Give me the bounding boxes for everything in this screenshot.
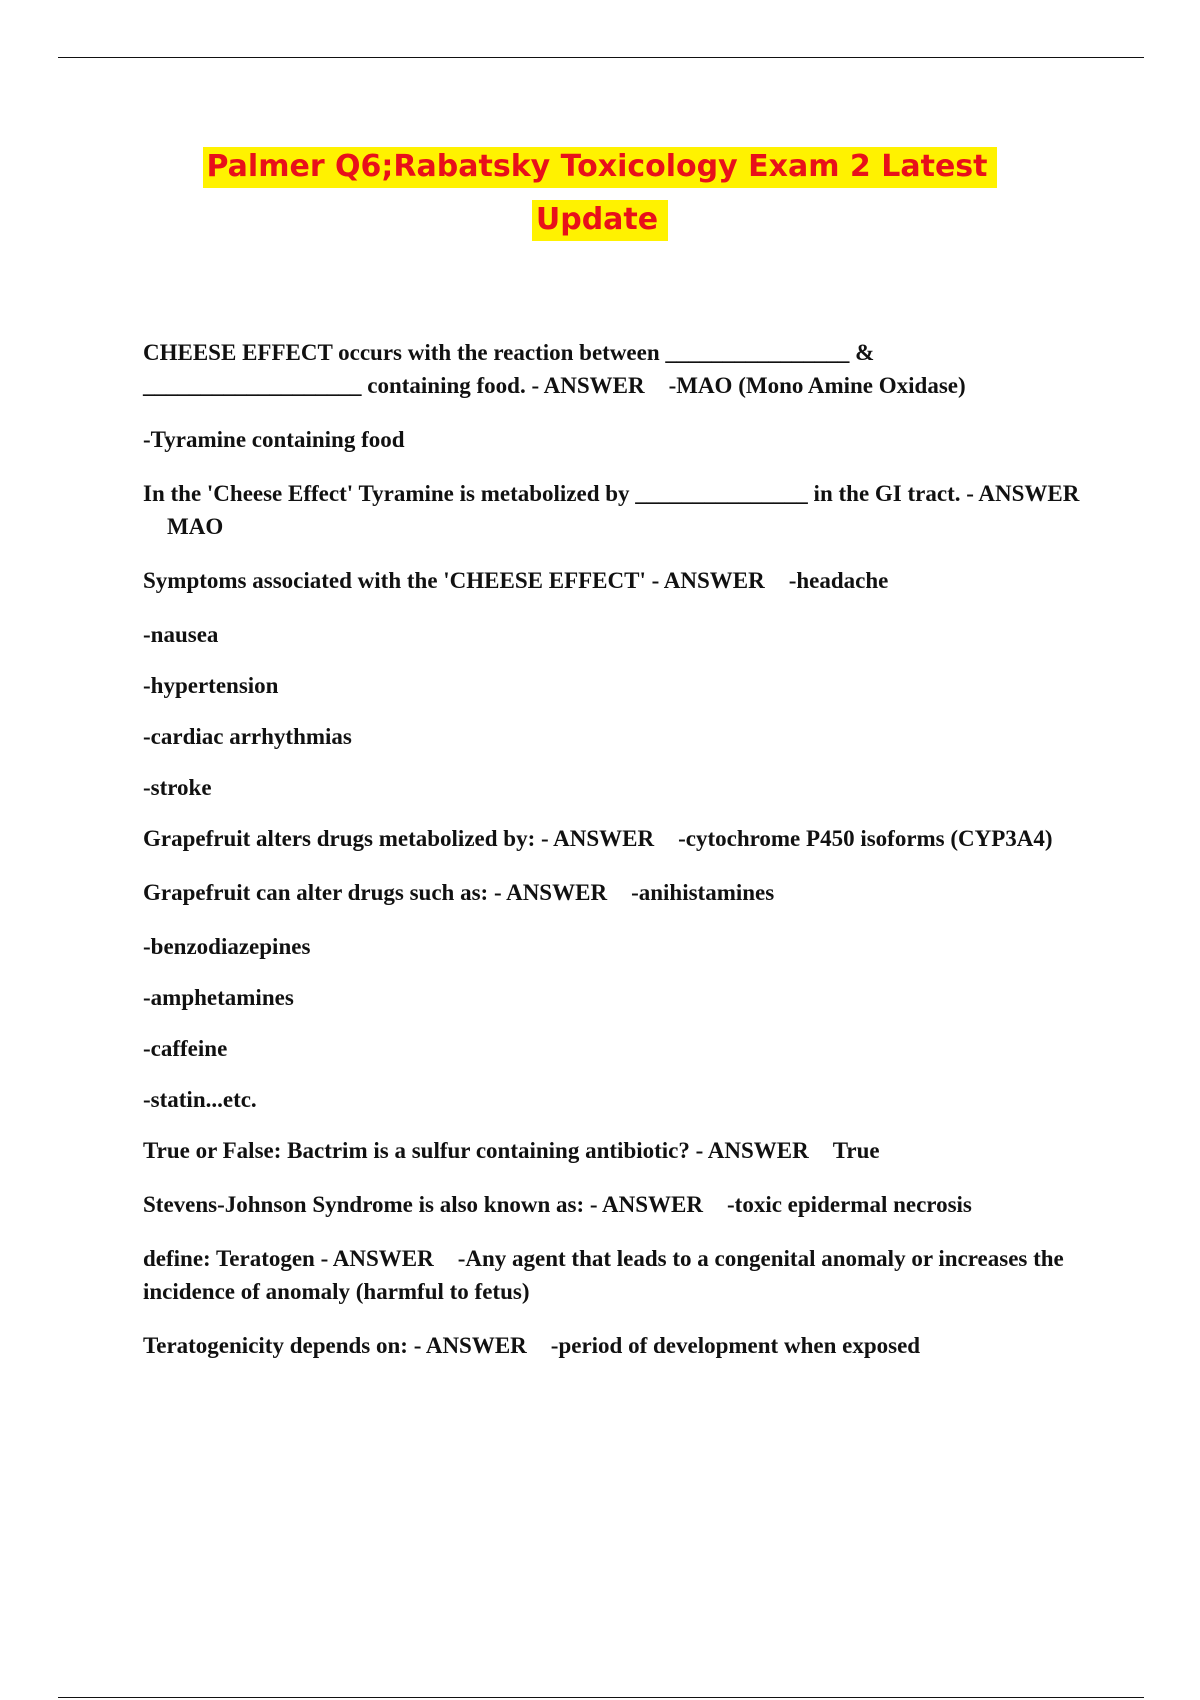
question-text: Symptoms associated with the 'CHEESE EFFECT' - ANSWER — [143, 568, 765, 593]
answer-text: -Any agent that leads to a congenital anomaly or increases the incidence of anomaly (harmful to fetus) — [143, 1246, 1064, 1304]
answer-text: -MAO (Mono Amine Oxidase) — [668, 373, 966, 398]
question-text: Grapefruit can alter drugs such as: - ANSWER — [143, 880, 608, 905]
qa-entry — [143, 477, 1093, 543]
list-item: -stroke — [143, 775, 212, 800]
list-item: -hypertension — [143, 673, 279, 698]
qa-entry — [143, 876, 1093, 909]
qa-entry — [143, 336, 1093, 402]
document-title — [100, 140, 1100, 246]
question-text: True or False: Bactrim is a sulfur containing antibiotic? - ANSWER — [143, 1138, 809, 1163]
qa-entry — [143, 564, 1093, 597]
question-text: In the 'Cheese Effect' Tyramine is metabolized by _______________ in the GI tract. - ANSWER — [143, 481, 1080, 506]
qa-entry — [143, 1188, 1093, 1221]
question-text: define: Teratogen - ANSWER — [143, 1246, 434, 1271]
title-line-1: Palmer Q6;Rabatsky Toxicology Exam 2 Latest — [203, 147, 998, 188]
qa-entry — [143, 1134, 1093, 1167]
bottom-rule — [58, 1697, 1144, 1698]
qa-entry — [143, 1329, 1093, 1362]
list-item: -amphetamines — [143, 985, 294, 1010]
qa-list — [143, 336, 1093, 1383]
list-item: -cardiac arrhythmias — [143, 724, 352, 749]
question-text: CHEESE EFFECT occurs with the reaction between ________________ & ___________________ containing food. - ANSWER — [143, 340, 875, 398]
top-rule — [58, 57, 1144, 58]
title-line-2: Update — [532, 200, 668, 241]
answer-text: -cytochrome P450 isoforms (CYP3A4) — [678, 826, 1053, 851]
answer-text: -toxic epidermal necrosis — [727, 1192, 972, 1217]
list-item: -caffeine — [143, 1036, 228, 1061]
answer-text: -anihistamines — [631, 880, 775, 905]
answer-text: MAO — [167, 514, 224, 539]
question-text: Grapefruit alters drugs metabolized by: - ANSWER — [143, 826, 655, 851]
list-item: -benzodiazepines — [143, 934, 311, 959]
answer-text: -period of development when exposed — [550, 1333, 921, 1358]
list-item: -statin...etc. — [143, 1087, 257, 1112]
list-item: -nausea — [143, 622, 219, 647]
answer-text: -headache — [788, 568, 889, 593]
question-text: Stevens-Johnson Syndrome is also known as: - ANSWER — [143, 1192, 704, 1217]
list-item: -Tyramine containing food — [143, 427, 405, 452]
qa-entry — [143, 1242, 1093, 1308]
answer-text: True — [832, 1138, 880, 1163]
qa-entry — [143, 822, 1093, 855]
question-text: Teratogenicity depends on: - ANSWER — [143, 1333, 527, 1358]
